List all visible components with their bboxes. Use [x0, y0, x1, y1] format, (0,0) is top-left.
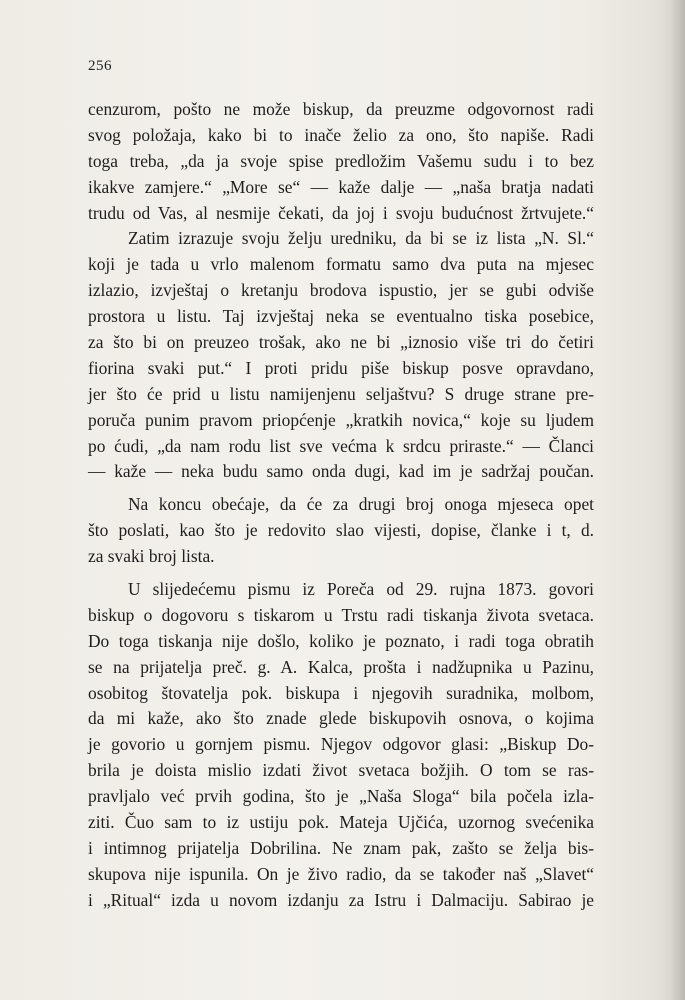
- text-line: je govorio u gornjem pismu. Njegov odgovor glasi: „Biskup Do-: [88, 734, 594, 755]
- text-line: za svaki broj lista.: [88, 546, 215, 567]
- text-line: po ćudi, „da nam rodu list sve većma k srdcu priraste.“ — Članci: [88, 435, 594, 456]
- page-number: 256: [88, 58, 112, 74]
- text-line: prostora u listu. Taj izvještaj neka se eventualno tiska posebice,: [88, 306, 594, 327]
- text-line: Do toga tiskanja nije došlo, koliko je poznato, i radi toga obratih: [88, 630, 594, 651]
- text-line: Zatim izrazuje svoju želju uredniku, da bi se iz lista „N. Sl.“: [128, 228, 594, 249]
- paragraph: [88, 492, 594, 570]
- text-line: osobitog štovatelja pok. biskupa i njegovih suradnika, molbom,: [88, 682, 594, 703]
- text-line: koji je tada u vrlo malenom formatu samo dva puta na mjesec: [88, 254, 594, 275]
- paragraph: [88, 97, 594, 226]
- text-line: poruča punim pravom priopćenje „kratkih novica,“ koje su ljudem: [88, 409, 594, 430]
- text-line: cenzurom, pošto ne može biskup, da preuzme odgovornost radi: [88, 99, 594, 119]
- text-line: Na koncu obećaje, da će za drugi broj onoga mjeseca opet: [128, 494, 594, 515]
- paragraph-gap: [88, 570, 594, 577]
- text-line: — kaže — neka budu samo onda dugi, kad im je sadržaj poučan.: [88, 461, 594, 482]
- text-line: izlazio, izvještaj o kretanju brodova ispustio, jer se gubi odviše: [88, 280, 594, 301]
- paragraph: [88, 577, 594, 914]
- text-line: svog položaja, kako bi to inače želio za ono, što napiše. Radi: [88, 124, 594, 145]
- text-line: da mi kaže, ako što znade glede biskupovih osnova, o kojima: [88, 708, 594, 729]
- text-line: i intimnog prijatelja Dobrilina. Ne znam pak, zašto se želja bis-: [88, 837, 594, 858]
- text-line: brila je doista mislio izdati život svetaca božjih. O tom se ras-: [88, 760, 594, 781]
- text-line: toga treba, „da ja svoje spise predložim Vašemu sudu i to bez: [88, 150, 594, 171]
- text-line: za što bi on preuzeo trošak, ako ne bi „iznosio više tri do četiri: [88, 332, 594, 353]
- body-text: [88, 97, 594, 914]
- text-line: U slijedećemu pismu iz Poreča od 29. rujna 1873. govori: [128, 579, 594, 600]
- text-line: jer što će prid u listu namijenjenu seljaštvu? S druge strane pre-: [88, 383, 594, 404]
- paragraph: [88, 226, 594, 485]
- text-line: se na prijatelja preč. g. A. Kalca, prošta i nadžupnika u Pazinu,: [88, 656, 594, 677]
- text-line: ziti. Čuo sam to iz ustiju pok. Mateja Ujčića, uzornog svećenika: [88, 812, 594, 833]
- paragraph-gap: [88, 485, 594, 492]
- text-line: biskup o dogovoru s tiskarom u Trstu radi tiskanja života svetaca.: [88, 604, 594, 625]
- text-line: ikakve zamjere.“ „More se“ — kaže dalje — „naša bratja nadati: [88, 176, 594, 197]
- text-line: fiorina svaki put.“ I proti pridu piše biskup posve opravdano,: [88, 357, 594, 378]
- text-line: i „Ritual“ izda u novom izdanju za Istru i Dalmaciju. Sabirao je: [88, 889, 594, 910]
- text-line: pravljalo već prvih godina, što je „Naša Sloga“ bila počela izla-: [88, 786, 594, 807]
- text-line: skupova nije ispunila. On je živo radio, da se također naš „Slavet“: [88, 863, 594, 884]
- text-line: trudu od Vas, al nesmije čekati, da joj i svoju budućnost žrtvujete.“: [88, 202, 594, 223]
- page-edge-shadow: [671, 0, 685, 1000]
- text-line: što poslati, kao što je redovito slao vijesti, dopise, članke i t, d.: [88, 520, 594, 541]
